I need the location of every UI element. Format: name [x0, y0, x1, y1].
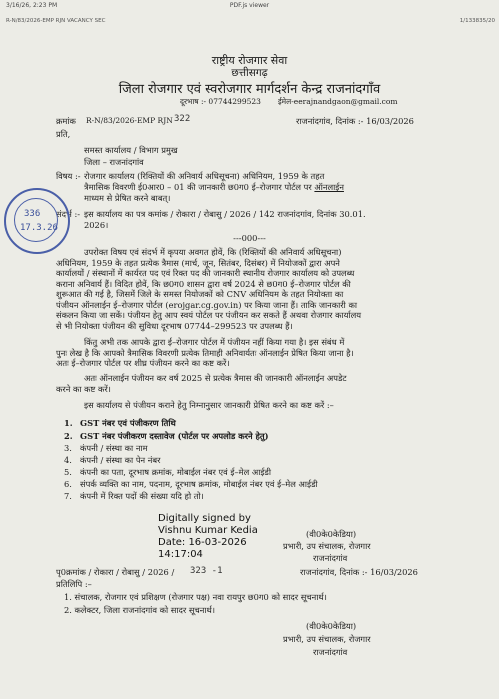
list-item: GST नंबर पंजीकरण दस्तावेज (पोर्टल पर अपलोड करने हेतु) — [80, 431, 269, 441]
letterhead-line-2: छत्तीसगढ़ — [231, 67, 268, 79]
body-p1-line-6: पंजीयन ऑनलाईन ई–रोजगार पोर्टल (erojgar.cg.gov.in) पर किया जाना हैं। ताकि जानकारी का — [56, 300, 357, 310]
subject-line-1: रोजगार कार्यालय (रिक्तियों की अनिवार्य अधिसूचना) अधिनियम, 1959 के तहत — [84, 171, 325, 181]
signature-line-1: Digitally signed by — [158, 513, 251, 524]
body-p1-line-4: कराना अनिवार्य हैं। विदित होवें, कि छ0ग0 शासन द्वारा वर्ष 2024 से छ0ग0 ई–रोजगार पोर्टल की — [56, 279, 351, 289]
scan-edge-strip — [0, 14, 499, 28]
viewer-title: PDF.js viewer — [229, 2, 270, 9]
ref-number: R-N/83/2026-EMP RJN — [86, 116, 173, 125]
list-item-num: 2. — [64, 431, 73, 441]
stamp-inner-ring — [14, 198, 58, 242]
office-email: ईमेल-eerajnandgaon@gmail.com — [278, 97, 398, 106]
ref-prefix: क्रमांक — [56, 116, 76, 126]
office-phone: दूरभाष :- 07744299523 — [180, 97, 261, 106]
body-p2-line-3: अतः ई–रोजगार पोर्टल पर शीघ्र पंजीयन करने का कष्ट करें। — [56, 358, 230, 368]
copy-label: प्रतिलिपि :– — [56, 579, 92, 589]
letterhead-line-1: राष्ट्रीय रोजगार सेवा — [211, 54, 288, 67]
sandarbh-line-1: इस कार्यालय का पत्र कमांक / रोकारा / रोबासु / 2026 / 142 राजनांदगांव, दिनांक 30.01. — [84, 209, 366, 219]
body-p3-line-2: करने का कष्ट करें। — [56, 384, 111, 394]
list-item-num: 3. — [64, 443, 72, 453]
addressee-line-2: जिला – राजनांदगांव — [84, 157, 144, 167]
signatory-place: राजनांदगांव — [313, 553, 348, 563]
body-p4: इस कार्यालय से पंजीयन कराने हेतु निम्नानुसार जानकारी प्रेषित करने का कष्ट करें :– — [84, 400, 334, 410]
body-p1-line-2: अधिनियम, 1959 के तहत प्रत्येक त्रैमास (मार्च, जून, सितंबर, दिसंबर) में नियोजकों द्वारा अपने — [56, 258, 340, 268]
top-right-reference: 1/133835/20 — [459, 18, 495, 24]
digital-signature — [158, 513, 258, 561]
body-p1-line-3: कार्यालयों / संस्थानों में कार्यरत पद एवं रिक्त पद की जानकारी स्थानीय रोजगार कार्यालय को उपलब्ध — [56, 268, 355, 278]
subject-online-underlined: ऑनलाईन — [314, 182, 344, 192]
body-p1-line-8: से भी नियोक्ता पंजीयन की सुविधा दूरभाष 07744–299523 पर उपलब्ध हैं। — [56, 321, 293, 331]
subject-line-2: त्रैमासिक विवरणी ई0आर0 – 01 की जानकारी छ0ग0 ई–रोजगार पोर्टल पर ऑनलाईन — [84, 182, 344, 192]
print-timestamp: 3/16/26, 2:23 PM — [6, 2, 58, 9]
addressee-line-1: समस्त कार्यालय / विभाग प्रमुख — [84, 145, 178, 155]
endorsement-signatory-designation: प्रभारी, उप संचालक, रोजगार — [283, 634, 371, 644]
separator: ---000--- — [233, 233, 266, 243]
addressee-prati: प्रति, — [56, 129, 71, 139]
copy-recipient-1: 1. संचालक, रोजगार एवं प्रशिक्षण (रोजगार पक्ष) नवा रायपुर छ0ग0 को सादर सूचनार्थ। — [64, 592, 327, 602]
list-item-num: 1. — [64, 418, 73, 428]
endorsement-place-date: राजनांदगांव, दिनांक :- 16/03/2026 — [300, 567, 418, 577]
top-left-reference: R-N/83/2026-EMP RJN VACANCY SEC — [6, 18, 106, 24]
stamp-number: 336 — [24, 209, 41, 219]
viewer-header — [0, 0, 499, 14]
stamp-date: 17.3.26 — [20, 223, 58, 233]
subject-line-3: माध्यम से प्रेषित करने बाबत्। — [84, 193, 171, 203]
list-item: कंपनी का पता, दूरभाष क्रमांक, मोबाईल नंबर एवं ई–मेल आईडी — [80, 467, 271, 477]
list-item: कंपनी / संस्था का नाम — [80, 443, 148, 453]
letterhead-line-3: जिला रोजगार एवं स्वरोजगार मार्गदर्शन केन्द्र राजनांदगाँव — [118, 82, 381, 97]
ref-handwritten-number: 322 — [174, 114, 191, 124]
inward-stamp — [4, 188, 70, 254]
body-p1-line-7: संकलन किया जा सकें। पंजीयन हेतु आप स्वयं पोर्टल पर पंजीयन कर सकते हैं अथवा रोजगार कार्यालय — [56, 310, 362, 320]
body-p3-line-1: अतः ऑनलाईन पंजीयन कर वर्ष 2025 से प्रत्येक त्रैमास की जानकारी ऑनलाईन अपडेट — [84, 373, 347, 383]
body-p1-line-5: शुरूआत की गई है, जिसमें जिले के समस्त नियोजकों को CNV अधिनियम के तहत नियोक्ता का — [56, 289, 344, 299]
list-item: कंपनी में रिक्त पदों की संख्या यदि हो तो। — [80, 491, 204, 501]
signature-line-3: Date: 16-03-2026 — [158, 537, 247, 548]
copy-recipient-2: 2. कलेक्टर, जिला राजनांदगांव को सादर सूचनार्थ। — [64, 605, 215, 615]
list-item: संपर्क व्यक्ति का नाम, पदनाम, दूरभाष क्रमांक, मोबाईल नंबर एवं ई–मेल आईडी — [80, 479, 318, 489]
sandarbh-label: संदर्भ :- — [56, 209, 81, 219]
body-p1-line-1: उपरोक्त विषय एवं संदर्भ में कृपया अवगत होवें, कि (रिक्तियों की अनिवार्य अधिसूचना) — [84, 247, 342, 257]
sandarbh-line-2: 2026। — [84, 220, 109, 230]
signature-line-2: Vishnu Kumar Kedia — [158, 525, 258, 536]
list-item-num: 6. — [64, 479, 72, 489]
list-item-num: 4. — [64, 455, 72, 465]
signature-line-4: 14:17:04 — [158, 549, 203, 560]
endorsement-handwritten-number: 323 -1 — [190, 566, 223, 576]
list-item-num: 7. — [64, 491, 72, 501]
list-item-num: 5. — [64, 467, 72, 477]
body-p2-line-2: पुनः लेख है कि आपको त्रैमासिक विवरणी प्रत्येक तिमाही अनिवार्यतः ऑनलाईन प्रेषित किया जाना है। — [56, 348, 354, 358]
list-item: GST नंबर एवं पंजीकरण तिथि — [80, 418, 176, 428]
signatory-name: (वी0के0केडिया) — [306, 529, 357, 539]
body-p2-line-1: किंतु अभी तक आपके द्वारा ई–रोजगार पोर्टल में पंजीयन नहीं किया गया है। इस संबंध में — [84, 337, 345, 347]
endorsement-number: पृ0क्रमांक / रोकारा / रोबासु / 2026 / — [56, 567, 175, 577]
endorsement-signatory-name: (वी0के0केडिया) — [306, 621, 357, 631]
ref-place-date: राजनांदगांव, दिनांक :- 16/03/2026 — [296, 116, 414, 126]
subject-label: विषय :- — [56, 171, 81, 181]
signatory-designation: प्रभारी, उप संचालक, रोजगार — [283, 541, 371, 551]
list-item: कंपनी / संस्था का पेन नंबर — [80, 455, 161, 465]
endorsement-signatory-place: राजनांदगांव — [313, 647, 348, 657]
